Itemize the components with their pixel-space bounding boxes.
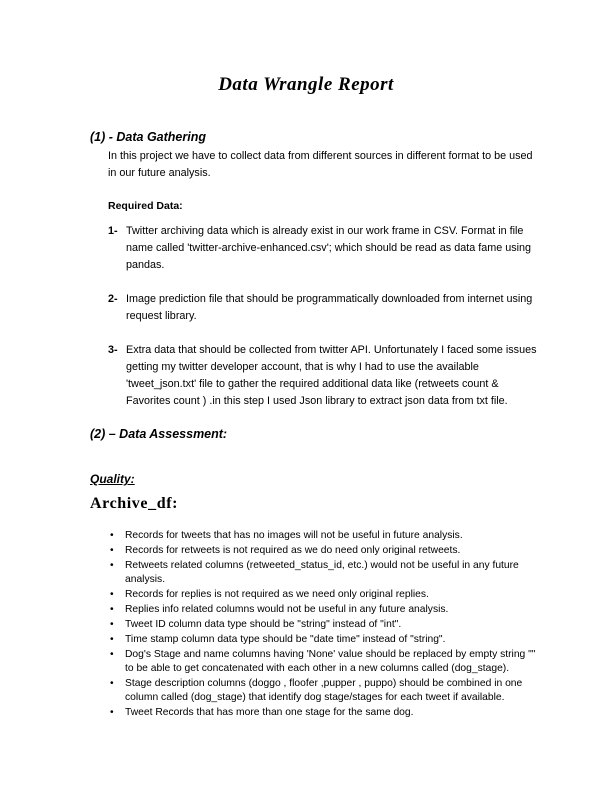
- quality-bullet-7: [110, 633, 544, 647]
- quality-bullet-1: [110, 529, 544, 543]
- bullet-marker: •: [110, 707, 114, 718]
- numbered-item-1: [108, 223, 538, 274]
- bullet-marker: •: [110, 634, 114, 645]
- quality-bullet-4: [110, 588, 544, 602]
- quality-bullet-8: [110, 648, 544, 676]
- section-2-heading: (2) – Data Assessment:: [90, 427, 228, 441]
- quality-bullet-4-text: Records for replies is not required as we need only original replies.: [125, 589, 429, 600]
- quality-bullet-10-text: Tweet Records that has more than one stage for the same dog.: [125, 707, 414, 718]
- numbered-item-1-text: Twitter archiving data which is already exist in our work frame in CSV. Format in file name called 'twitter-archive-enhanced.csv'; which should be read as data fame using pandas.: [126, 225, 532, 271]
- numbered-item-2-text: Image prediction file that should be programmatically downloaded from internet using request library.: [126, 293, 533, 322]
- numbered-item-2-marker: 2-: [108, 293, 118, 305]
- quality-bullet-6: [110, 618, 544, 632]
- required-data-list: [0, 223, 612, 410]
- quality-bullet-10: [110, 706, 544, 720]
- section-1-heading: (1) - Data Gathering: [90, 130, 206, 144]
- bullet-marker: •: [110, 619, 114, 630]
- quality-issues-list: [0, 529, 612, 720]
- gathering-intro-paragraph: In this project we have to collect data from different sources in different format to be used in our future analysis.: [108, 150, 533, 179]
- numbered-item-3-marker: 3-: [108, 344, 118, 356]
- numbered-item-2: [108, 291, 538, 325]
- quality-bullet-9: [110, 677, 544, 705]
- bullet-marker: •: [110, 589, 114, 600]
- quality-bullet-1-text: Records for tweets that has no images will not be useful in future analysis.: [125, 530, 463, 541]
- numbered-item-1-marker: 1-: [108, 225, 118, 237]
- bullet-marker: •: [110, 560, 114, 571]
- numbered-item-3: [108, 342, 538, 410]
- document-title: Data Wrangle Report: [218, 74, 394, 95]
- bullet-marker: •: [110, 530, 114, 541]
- bullet-marker: •: [110, 649, 114, 660]
- numbered-item-3-text: Extra data that should be collected from twitter API. Unfortunately I faced some issues getting my twitter developer account, that is why I had to use the available 'tweet_json.txt' file to gather the required additional data like (retweets count & Favorites count ) .in this step I used Json library to extract json data from txt file.: [126, 344, 537, 407]
- quality-bullet-3-text: Retweets related columns (retweeted_status_id, etc.) would not be useful in any future analysis.: [125, 560, 519, 585]
- quality-bullet-7-text: Time stamp column data type should be "date time" instead of "string".: [125, 634, 446, 645]
- required-data-label: Required Data:: [108, 200, 183, 212]
- quality-bullet-2-text: Records for retweets is not required as we do need only original retweets.: [125, 545, 461, 556]
- quality-heading: Quality:: [90, 472, 135, 486]
- bullet-marker: •: [110, 678, 114, 689]
- quality-bullet-6-text: Tweet ID column data type should be "string" instead of "int".: [125, 619, 402, 630]
- bullet-marker: •: [110, 545, 114, 556]
- quality-bullet-8-text: Dog's Stage and name columns having 'None' value should be replaced by empty string "" to be able to get concatenated with each other in a new columns called (dog_stage).: [125, 649, 536, 674]
- quality-bullet-5-text: Replies info related columns would not be useful in any future analysis.: [125, 604, 449, 615]
- quality-bullet-5: [110, 603, 544, 617]
- bullet-marker: •: [110, 604, 114, 615]
- quality-bullet-3: [110, 559, 544, 587]
- archive-df-heading: Archive_df:: [90, 495, 179, 512]
- quality-bullet-2: [110, 544, 544, 558]
- quality-bullet-9-text: Stage description columns (doggo , floofer ,pupper , puppo) should be combined in one column called (dog_stage) that identify dog stage/stages for each tweet if available.: [125, 678, 523, 703]
